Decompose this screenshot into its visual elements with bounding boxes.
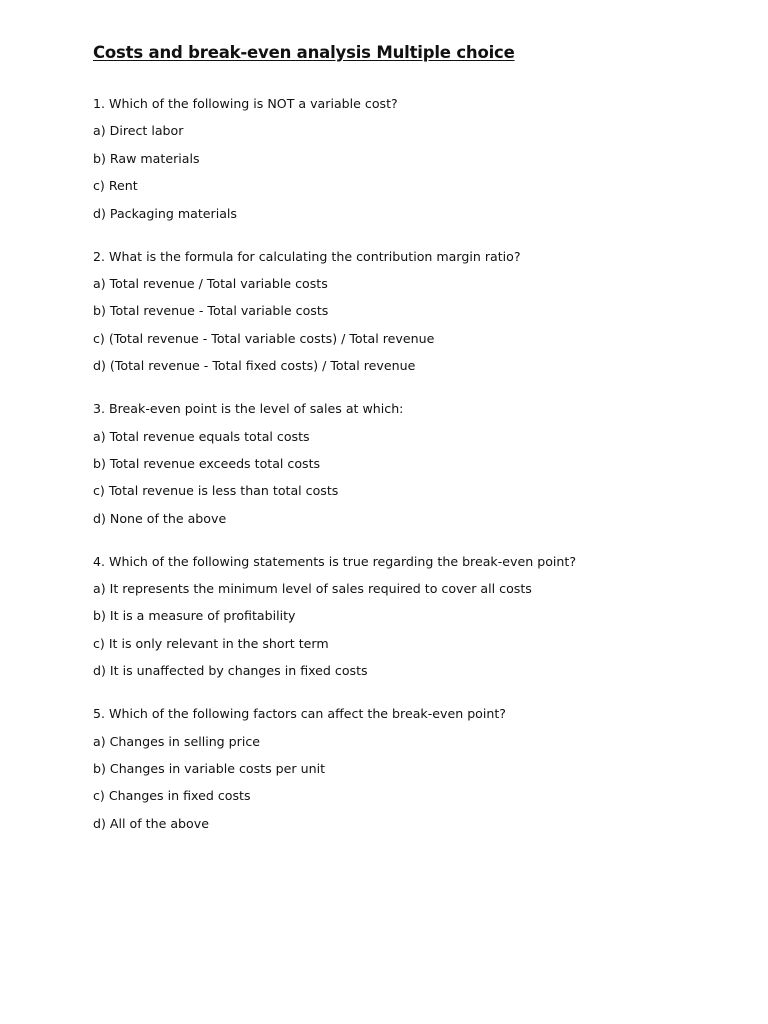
answer-option-a: a) Total revenue equals total costs bbox=[93, 428, 310, 444]
answer-option-d: d) Packaging materials bbox=[93, 205, 237, 221]
answer-option-d: d) (Total revenue - Total fixed costs) / Total revenue bbox=[93, 358, 416, 374]
question-prompt: 3. Break-even point is the level of sales at which: bbox=[93, 401, 404, 417]
question-prompt: 2. What is the formula for calculating the contribution margin ratio? bbox=[93, 248, 521, 264]
answer-option-a: a) Direct labor bbox=[93, 123, 184, 139]
answer-option-a: a) Changes in selling price bbox=[93, 733, 261, 749]
answer-option-b: b) Raw materials bbox=[93, 150, 200, 166]
answer-option-b: b) Changes in variable costs per unit bbox=[93, 761, 326, 777]
question-prompt: 4. Which of the following statements is true regarding the break-even point? bbox=[93, 553, 577, 569]
document-title: Costs and break-even analysis Multiple choice bbox=[93, 43, 515, 62]
answer-option-d: d) All of the above bbox=[93, 815, 209, 831]
answer-option-c: c) It is only relevant in the short term bbox=[93, 635, 329, 651]
answer-option-c: c) Changes in fixed costs bbox=[93, 788, 251, 804]
question-5 bbox=[93, 706, 713, 832]
answer-option-b: b) It is a measure of profitability bbox=[93, 608, 296, 624]
answer-option-c: c) Total revenue is less than total costs bbox=[93, 483, 339, 499]
answer-option-d: d) It is unaffected by changes in fixed costs bbox=[93, 663, 368, 679]
question-1 bbox=[93, 96, 713, 222]
question-prompt: 5. Which of the following factors can affect the break-even point? bbox=[93, 706, 506, 722]
question-prompt: 1. Which of the following is NOT a variable cost? bbox=[93, 96, 398, 111]
answer-option-b: b) Total revenue - Total variable costs bbox=[93, 303, 329, 319]
answer-option-a: a) Total revenue / Total variable costs bbox=[93, 275, 328, 291]
question-3 bbox=[93, 401, 713, 527]
document-page bbox=[93, 40, 713, 832]
answer-option-b: b) Total revenue exceeds total costs bbox=[93, 455, 321, 471]
answer-option-c: c) Rent bbox=[93, 178, 138, 194]
answer-option-c: c) (Total revenue - Total variable costs) / Total revenue bbox=[93, 330, 435, 346]
answer-option-d: d) None of the above bbox=[93, 510, 227, 526]
question-2 bbox=[93, 249, 713, 375]
question-4 bbox=[93, 554, 713, 680]
answer-option-a: a) It represents the minimum level of sales required to cover all costs bbox=[93, 581, 532, 597]
